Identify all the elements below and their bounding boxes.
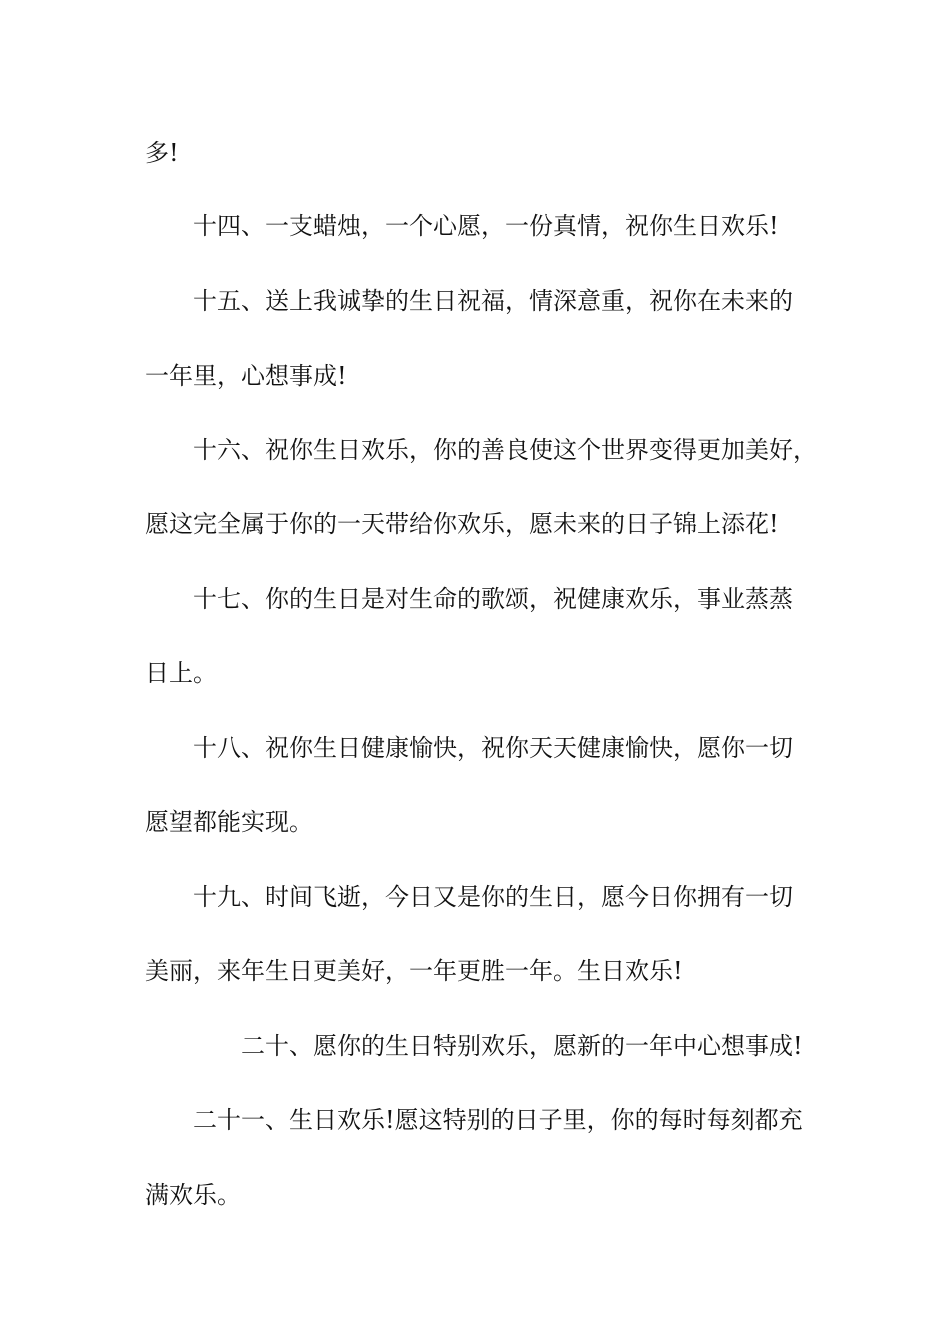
text-line-item-18-cont: 愿望都能实现。 [145,808,313,836]
text-line-continuation: 多! [145,139,179,167]
text-line-item-19-cont: 美丽，来年生日更美好，一年更胜一年。生日欢乐! [145,957,683,985]
text-line-item-14: 十四、一支蜡烛，一个心愿，一份真情，祝你生日欢乐! [193,212,779,240]
text-line-item-16: 十六、祝你生日欢乐，你的善良使这个世界变得更加美好， [193,436,817,464]
text-line-item-15: 十五、送上我诚挚的生日祝福，情深意重，祝你在未来的 [193,287,793,315]
text-line-item-17-cont: 日上。 [145,659,217,687]
text-line-item-18: 十八、祝你生日健康愉快，祝你天天健康愉快，愿你一切 [193,734,793,762]
text-line-item-16-cont: 愿这完全属于你的一天带给你欢乐，愿未来的日子锦上添花! [145,510,779,538]
text-line-item-17: 十七、你的生日是对生命的歌颂，祝健康欢乐，事业蒸蒸 [193,585,793,613]
text-line-item-21: 二十一、生日欢乐!愿这特别的日子里，你的每时每刻都充 [193,1106,803,1134]
text-line-item-20: 二十、愿你的生日特别欢乐，愿新的一年中心想事成! [241,1032,803,1060]
text-line-item-19: 十九、时间飞逝，今日又是你的生日，愿今日你拥有一切 [193,883,793,911]
text-line-item-15-cont: 一年里，心想事成! [145,362,347,390]
text-line-item-21-cont: 满欢乐。 [145,1181,241,1209]
